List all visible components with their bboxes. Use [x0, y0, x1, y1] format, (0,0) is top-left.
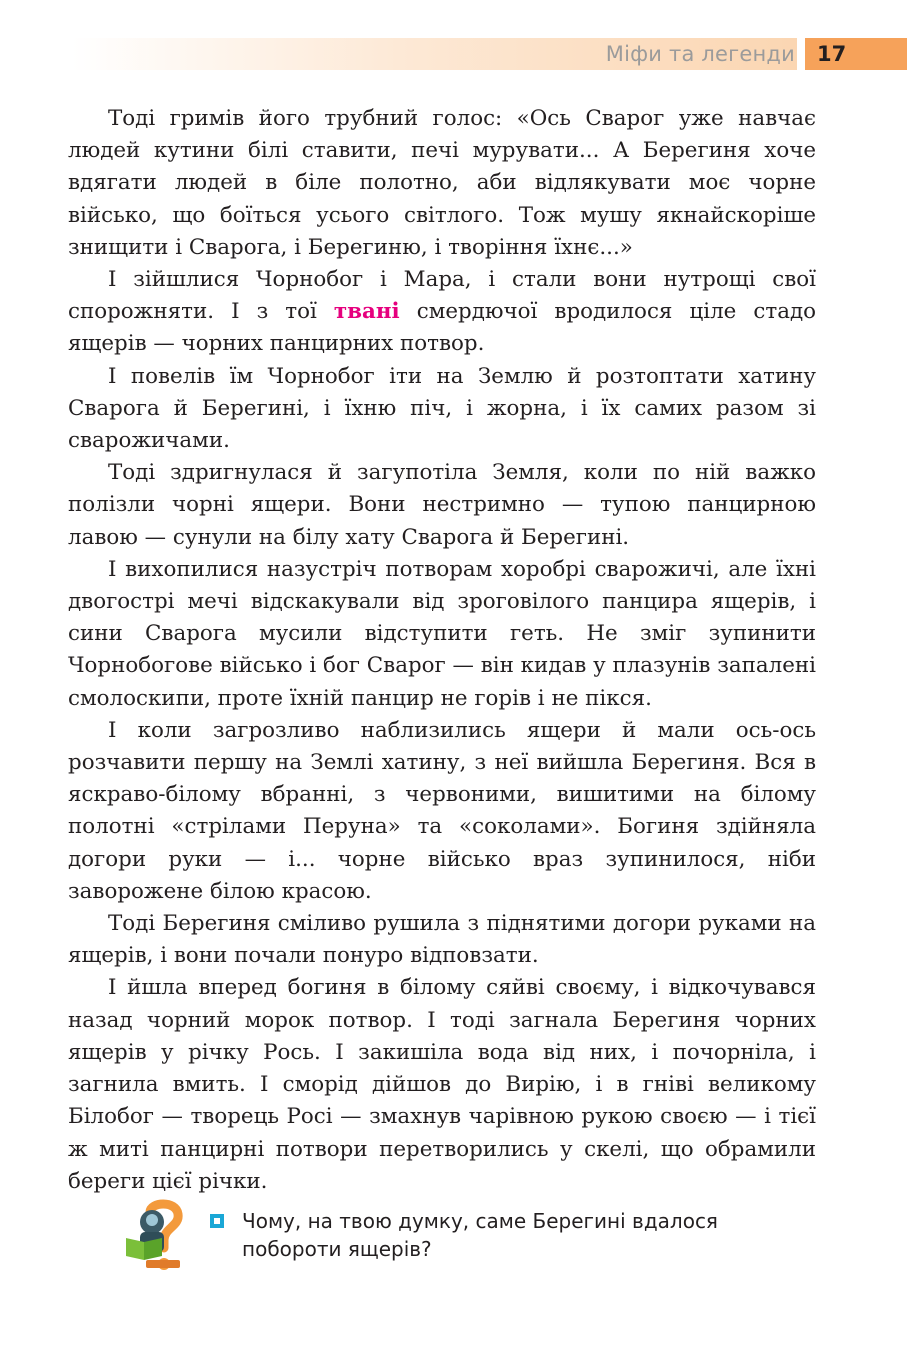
paragraph-text: І зійшлися Чорнобог і Мара, і стали вони нутрощі свої спорожняти. І з тої: [68, 267, 816, 325]
paragraph: Тоді Берегиня сміливо рушила з піднятими догори руками на ящерів, і вони почали понуро відповзати.: [68, 911, 816, 969]
story-text: [68, 103, 816, 1198]
paragraph-text: смердючої вродилося ціле стадо ящерів — чорних панцирних потвор.: [68, 299, 816, 357]
highlighted-term: твані: [333, 299, 400, 325]
paragraph: [68, 264, 816, 361]
question-text: Чому, на твою думку, саме Берегині вдалося побороти ящерів?: [242, 1209, 718, 1261]
paragraph: І повелів їм Чорнобог іти на Землю й розтоптати хатину Сварога й Берегині, і їхню піч, і жорна, і їх самих разом зі сварожичами.: [68, 363, 816, 454]
question-bullet: [210, 1214, 224, 1228]
paragraph: І йшла вперед богиня в білому сяйві своєму, і відкочувався назад чорний морок потвор. І тоді загнала Берегиня чорних ящерів у річку Рось. І закишіла вода від них, і почорніла, і загнила вмить. І сморід дійшов до Вирію, і в гніві великому Білобог — творець Росі — змахнув чарівною рукою своєю — і тієї ж миті панцирні потвори перетворились у скелі, що обрамили береги цієї річки.: [68, 975, 816, 1194]
page-number: 17: [805, 38, 907, 70]
paragraph: Тоді гримів його трубний голос: «Ось Сварог уже навчає людей кутини білі ставити, печі мурувати... А Берегиня хоче вдягати людей в біле полотно, аби відлякувати моє чорне військо, що боїться усього світлого. Тож мушу якнайскоріше знищити і Сварога, і Берегиню, і творіння їхнє...»: [68, 106, 816, 260]
paragraph: Тоді здригнулася й загупотіла Земля, коли по ній важко полізли чорні ящери. Вони нестримно — тупою панцирною лавою — сунули на білу хату Сварога й Берегині.: [68, 460, 816, 550]
question-mark-reader-icon: [122, 1198, 192, 1278]
paragraph: І вихопилися назустріч потворам хоробрі сварожичі, але їхні двогострі мечі відскакували від зроговілого панцира ящерів, і сини Сварога мусили відступити геть. Не зміг зупинити Чорнобогове військо і бог Сварог — він кидав у плазунів запалені смолоскипи, проте їхній панцир не горів і не пікся.: [68, 556, 817, 711]
section-title: Міфи та легенди: [605, 42, 795, 66]
paragraph: І коли загрозливо наблизились ящери й мали ось-ось розчавити першу на Землі хатину, з неї вийшла Берегиня. Вся в яскраво-білому вбранні, з червоними, вишитими на білому полотні «стрілами Перуна» та «соколами». Богиня здійняла догори руки — і... чорне військо враз зупинилося, ніби заворожене білою красою.: [68, 717, 816, 904]
